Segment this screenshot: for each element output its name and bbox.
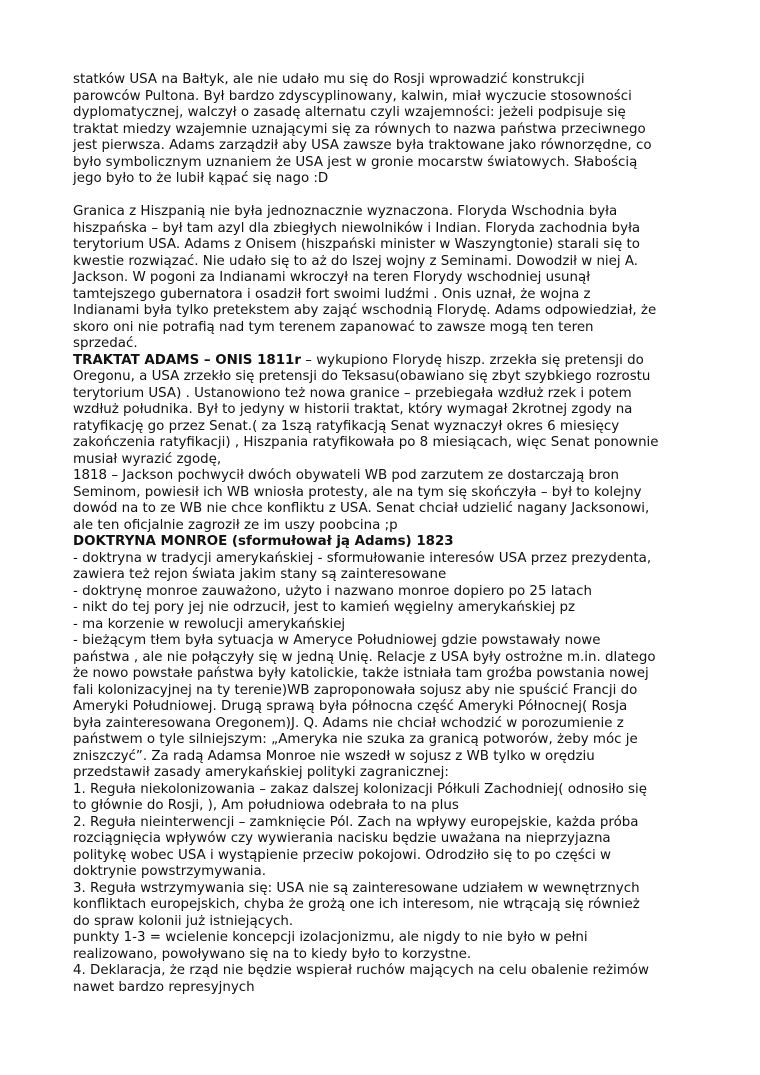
heading-treaty-adams-onis: TRAKTAT ADAMS – ONIS 1811r xyxy=(73,352,301,368)
paragraph-adams-character: statków USA na Bałtyk, ale nie udało mu się do Rosji wprowadzić konstrukcji parowców Pultona. Był bardzo zdyscyplinowany, kalwin, miał wyczucie stosowności dyplomatycznej, walczył o zasadę alternatu czyli wzajemności: jeżeli podpisuje się traktat miedzy wzajemnie uznającymi się za równych to nazwa państwa przeciwnego jest pierwsza. Adams zarządził aby USA zawsze była traktowane jako równorzędne, co było symbolicznym uznaniem że USA jest w gronie mocarstw światowych. Słabością jego było to że lubił kąpać się nago :D xyxy=(73,72,652,186)
heading-monroe-doctrine: DOKTRYNA MONROE (sformułował ją Adams) 1823 xyxy=(73,534,454,549)
paragraph-treaty-details: Oregonu, a USA zrzekło się pretensji do Teksasu(obawiano się zbyt szybkiego rozrostu terytorium USA) . Ustanowiono też nowa granice – przebiegała wzdłuż rzek i potem wzdłuż południka. Był to jedyny w historii traktat, który wymagał 2krotnej zgody na ratyfikację go przez Senat.( za 1szą ratyfikacją Senat wyznaczył okres 6 miesięcy zakończenia ratyfikacji) , Hiszpania ratyfikowała po 8 miesiącach, więc Senat ponownie musiał wyrazić zgodę, xyxy=(73,369,659,467)
paragraph-spain-border: Granica z Hiszpanią nie była jednoznacznie wyznaczona. Floryda Wschodnia była hiszpańska – był tam azyl dla zbiegłych niewolników i Indian. Floryda zachodnia była terytorium USA. Adams z Onisem (hiszpański minister w Waszyngtonie) starali się to kwestie rozwiązać. Nie udało się to aż do Iszej wojny z Seminami. Dowodził w niej A. Jackson. W pogoni za Indianami wkroczył na teren Florydy wschodniej usunął tamtejszego gubernatora i osadził fort swoimi ludźmi . Onis uznał, że wojna z Indianami była tylko pretekstem aby zająć wschodnią Florydę. Adams odpowiedział, że skoro oni nie potrafią nad tym terenem zapanować to zawsze mogą ten teren sprzedać. xyxy=(73,204,657,351)
treaty-intro-text: – wykupiono Florydę hiszp. zrzekła się pretensji do xyxy=(300,352,644,368)
paragraph-treaty-intro xyxy=(73,353,713,370)
paragraph-jackson-1818: 1818 – Jackson pochwycił dwóch obywateli WB pod zarzutem ze dostarczają bron Seminom, powiesił ich WB wniosła protesty, ale na tym się skończyła – był to kolejny dowód na to ze WB nie chce konfliktu z USA. Senat chciał udzielić nagany Jacksonowi, ale ten oficjalnie zagroził ze im uszy poobcina ;p xyxy=(73,468,650,533)
document-page xyxy=(73,72,713,996)
paragraph-gap xyxy=(73,188,713,205)
paragraph-monroe-doctrine: - doktryna w tradycji amerykańskiej - sformułowanie interesów USA przez prezydenta, zawiera też rejon świata jakim stany są zainteresowane - doktrynę monroe zauważono, użyto i nazwano monroe dopiero po 25 latach - nikt do tej pory jej nie odrzucił, jest to kamień węgielny amerykańskiej pz - ma korzenie w rewolucji amerykańskiej - bieżącym tłem była sytuacja w Ameryce Południowej gdzie powstawały nowe państwa , ale nie połączyły się w jedną Unię. Relacje z USA były ostrożne m.in. dlatego że nowo powstałe państwa były katolickie, także istniała tam groźba powstania nowej fali kolonizacyjnej na ty terenie)WB zaproponowała sojusz aby nie spuścić Francji do Ameryki Południowej. Drugą sprawą była północna część Ameryki Północnej( Rosja była zainteresowana Oregonem)J. Q. Adams nie chciał wchodzić w porozumienie z państwem o tyle silniejszym: „Ameryka nie szuka za granicą potworów, żeby móc je zniszczyć”. Za radą Adamsa Monroe nie wszedł w sojusz z WB tylko w orędziu przedstawił zasady amerykańskiej polityki zagranicznej: 1. Reguła niekolonizowania – zakaz dalszej kolonizacji Półkuli Zachodniej( odnosiło się to głównie do Rosji, ), Am południowa odebrała to na plus 2. Reguła nieinterwencji – zamknięcie Pól. Zach na wpływy europejskie, każda próba rozciągnięcia wpływów czy wywierania nacisku będzie uważana na nieprzyjazna politykę wobec USA i wystąpienie przeciw pokojowi. Odrodziło się to po części w doktrynie powstrzymywania. 3. Reguła wstrzymywania się: USA nie są zainteresowane udziałem w wewnętrznych konfliktach europejskich, chyba że grożą one ich interesom, nie wtrącają się również do spraw kolonii już istniejących. punkty 1-3 = wcielenie koncepcji izolacjonizmu, ale nigdy to nie było w pełni realizowano, powoływano się na to kiedy było to korzystne. 4. Deklaracja, że rząd nie będzie wspierał ruchów mających na celu obalenie reżimów nawet bardzo represyjnych xyxy=(73,550,656,995)
